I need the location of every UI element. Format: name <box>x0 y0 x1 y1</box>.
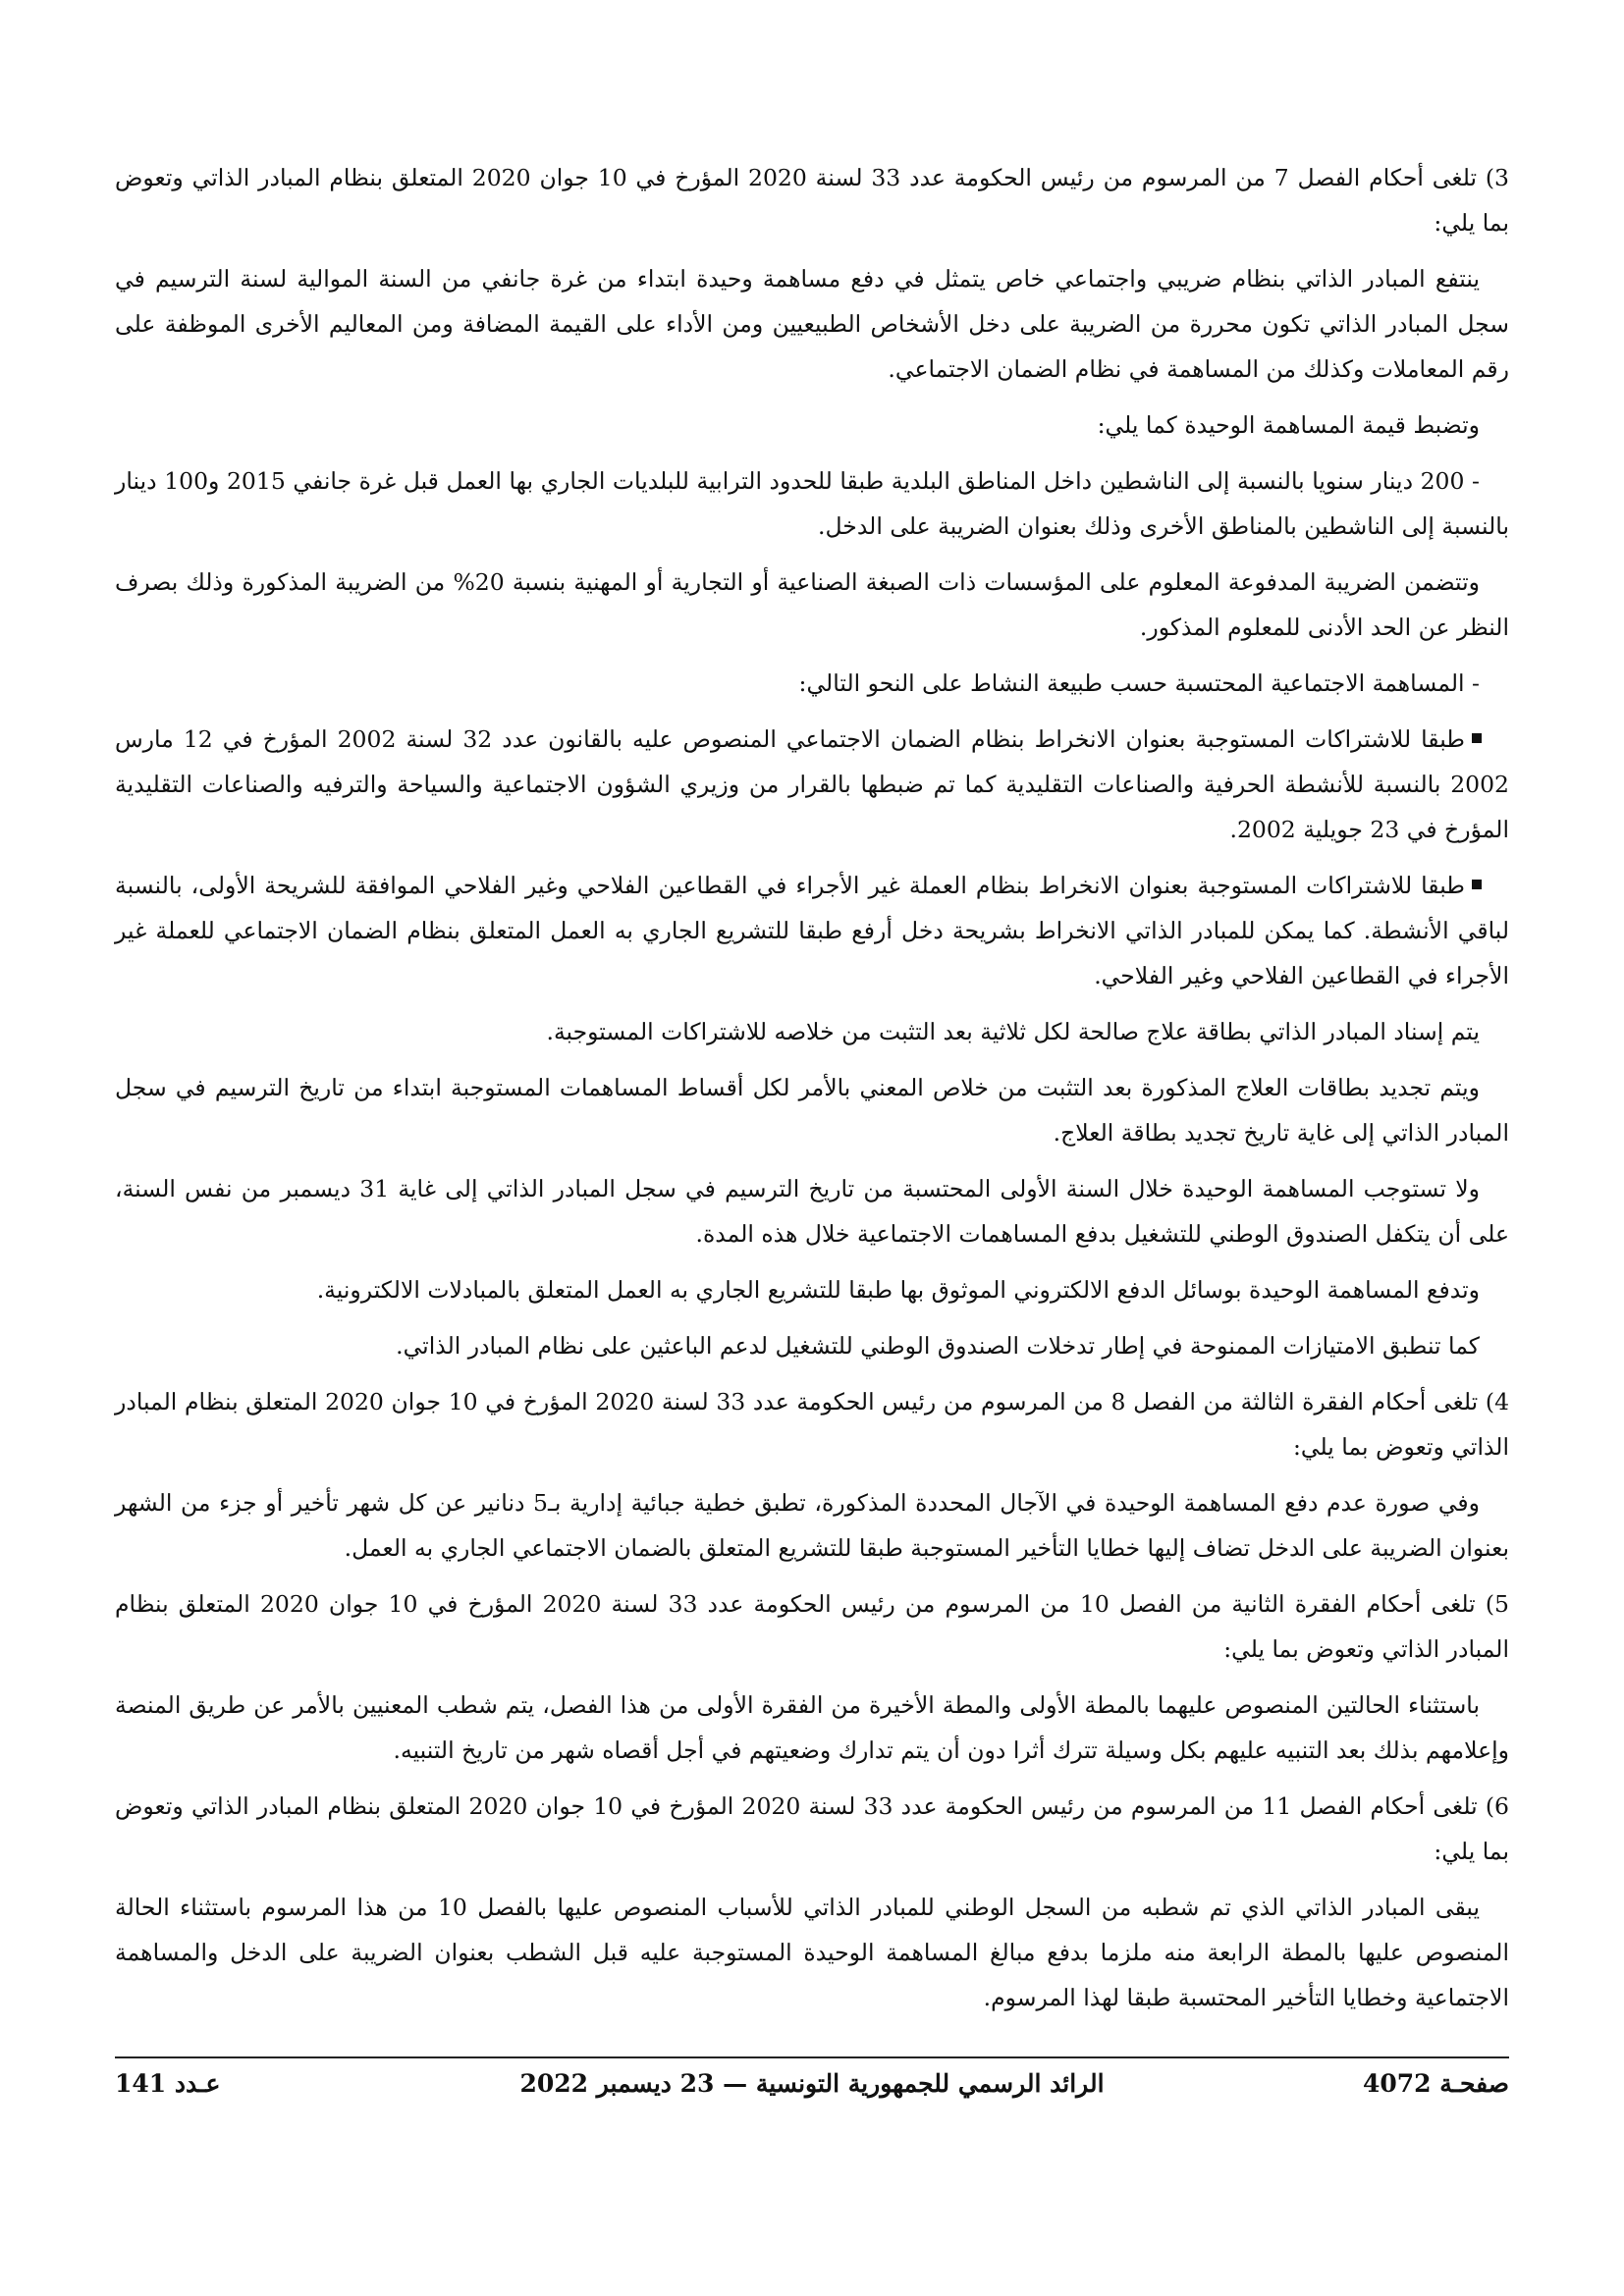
document-body <box>115 155 1509 2031</box>
footer-divider <box>115 2056 1509 2058</box>
bullet-item <box>115 717 1509 852</box>
paragraph-text: يبقى المبادر الذاتي الذي تم شطبه من السجل الوطني للمبادر الذاتي للأسباب المنصوص عليها بالفصل 10 من هذا المرسوم باستثناء الحالة المنصوص عليها بالمطة الرابعة منه ملزما بدفع مبالغ المساهمة الوحيدة المستوجبة عليه قبل الشطب بعنوان الضريبة على الدخل والمساهمة الاجتماعية وخطايا التأخير المحتسبة طبقا لهذا المرسوم. <box>115 1894 1509 2011</box>
paragraph-amendment-5: 5) تلغى أحكام الفقرة الثانية من الفصل 10 من المرسوم من رئيس الحكومة عدد 33 لسنة 2020 المؤرخ في 10 جوان 2020 المتعلق بنظام المبادر الذاتي وتعوض بما يلي: <box>115 1590 1509 1663</box>
paragraph-text: باستثناء الحالتين المنصوص عليهما بالمطة الأولى والمطة الأخيرة من الفقرة الأولى من هذا الفصل، يتم شطب المعنيين بالأمر عن طريق المنصة وإعلامهم بذلك بعد التنبيه عليهم بكل وسيلة تترك أثرا دون أن يتم تدارك وضعيتهم في أجل أقصاه شهر من تاريخ التنبيه. <box>115 1691 1509 1764</box>
paragraph-amendment-6: 6) تلغى أحكام الفصل 11 من المرسوم من رئيس الحكومة عدد 33 لسنة 2020 المؤرخ في 10 جوان 2020 المتعلق بنظام المبادر الذاتي وتعوض بما يلي: <box>115 1792 1509 1865</box>
paragraph-text: - 200 دينار سنويا بالنسبة إلى الناشطين داخل المناطق البلدية طبقا للحدود الترابية للبلديات الجاري بها العمل قبل غرة جانفي 2015 و100 دينار بالنسبة إلى الناشطين بالمناطق الأخرى وذلك بعنوان الضريبة على الدخل. <box>115 467 1509 540</box>
paragraph-text: ولا تستوجب المساهمة الوحيدة خلال السنة الأولى المحتسبة من تاريخ الترسيم في سجل المبادر الذاتي إلى غاية 31 ديسمبر من نفس السنة، على أن يتكفل الصندوق الوطني للتشغيل بدفع المساهمات الاجتماعية خلال هذه المدة. <box>115 1175 1509 1248</box>
bullet-text: طبقا للاشتراكات المستوجبة بعنوان الانخراط بنظام العملة غير الأجراء في القطاعين الفلاحي وغير الفلاحي الموافقة للشريحة الأولى، بالنسبة لباقي الأنشطة. كما يمكن للمبادر الذاتي الانخراط بشريحة دخل أرفع طبقا للتشريع الجاري به العمل المتعلق بنظام الضمان الاجتماعي للعملة غير الأجراء في القطاعين الفلاحي وغير الفلاحي. <box>115 872 1509 989</box>
paragraph-text: ينتفع المبادر الذاتي بنظام ضريبي واجتماعي خاص يتمثل في دفع مساهمة وحيدة ابتداء من غرة جانفي من السنة الموالية لسنة الترسيم في سجل المبادر الذاتي تكون محررة من الضريبة على دخل الأشخاص الطبيعيين ومن الأداء على القيمة المضافة ومن المعاليم الأخرى الموظفة على رقم المعاملات وكذلك من المساهمة في نظام الضمان الاجتماعي. <box>115 265 1509 383</box>
square-bullet-icon <box>1472 733 1482 743</box>
paragraph-text: ويتم تجديد بطاقات العلاج المذكورة بعد التثبت من خلاص المعني بالأمر لكل أقساط المساهمات المستوجبة ابتداء من تاريخ الترسيم في سجل المبادر الذاتي إلى غاية تاريخ تجديد بطاقة العلاج. <box>115 1074 1509 1147</box>
page-number: صفحـة 4072 <box>1362 2069 1509 2098</box>
paragraph-text: يتم إسناد المبادر الذاتي بطاقة علاج صالحة لكل ثلاثية بعد التثبت من خلاصه للاشتراكات المستوجبة. <box>546 1018 1480 1045</box>
bullet-item <box>115 863 1509 998</box>
paragraph-text: وفي صورة عدم دفع المساهمة الوحيدة في الآجال المحددة المذكورة، تطبق خطية جبائية إدارية بـ5 دنانير عن كل شهر تأخير أو جزء من الشهر بعنوان الضريبة على الدخل تضاف إليها خطايا التأخير المستوجبة طبقا للتشريع المتعلق بالضمان الاجتماعي الجاري به العمل. <box>115 1489 1509 1562</box>
square-bullet-icon <box>1472 880 1482 889</box>
paragraph-amendment-4: 4) تلغى أحكام الفقرة الثالثة من الفصل 8 من المرسوم من رئيس الحكومة عدد 33 لسنة 2020 المؤرخ في 10 جوان 2020 المتعلق بنظام المبادر الذاتي وتعوض بما يلي: <box>115 1388 1510 1461</box>
paragraph-text: وتضبط قيمة المساهمة الوحيدة كما يلي: <box>1097 411 1480 439</box>
paragraph-amendment-3: 3) تلغى أحكام الفصل 7 من المرسوم من رئيس الحكومة عدد 33 لسنة 2020 المؤرخ في 10 جوان 2020 المتعلق بنظام المبادر الذاتي وتعوض بما يلي: <box>115 164 1509 237</box>
journal-title: الرائد الرسمي للجمهورية التونسية — 23 ديسمبر 2022 <box>519 2069 1105 2098</box>
page-footer <box>115 2069 1509 2112</box>
paragraph-text: - المساهمة الاجتماعية المحتسبة حسب طبيعة النشاط على النحو التالي: <box>798 669 1480 697</box>
bullet-text: طبقا للاشتراكات المستوجبة بعنوان الانخراط بنظام الضمان الاجتماعي المنصوص عليه بالقانون عدد 32 لسنة 2002 المؤرخ في 12 مارس 2002 بالنسبة للأنشطة الحرفية والصناعات التقليدية كما تم ضبطها بالقرار من وزيري الشؤون الاجتماعية والسياحة والترفيه والصناعات التقليدية المؤرخ في 23 جويلية 2002. <box>115 725 1509 843</box>
paragraph-text: كما تنطبق الامتيازات الممنوحة في إطار تدخلات الصندوق الوطني للتشغيل لدعم الباعثين على نظام المبادر الذاتي. <box>396 1332 1480 1360</box>
paragraph-text: وتدفع المساهمة الوحيدة بوسائل الدفع الالكتروني الموثوق بها طبقا للتشريع الجاري به العمل المتعلق بالمبادلات الالكترونية. <box>316 1276 1480 1304</box>
paragraph-text: وتتضمن الضريبة المدفوعة المعلوم على المؤسسات ذات الصبغة الصناعية أو التجارية أو المهنية بنسبة 20% من الضريبة المذكورة وذلك بصرف النظر عن الحد الأدنى للمعلوم المذكور. <box>115 568 1509 641</box>
issue-number: عـدد 141 <box>115 2069 221 2098</box>
